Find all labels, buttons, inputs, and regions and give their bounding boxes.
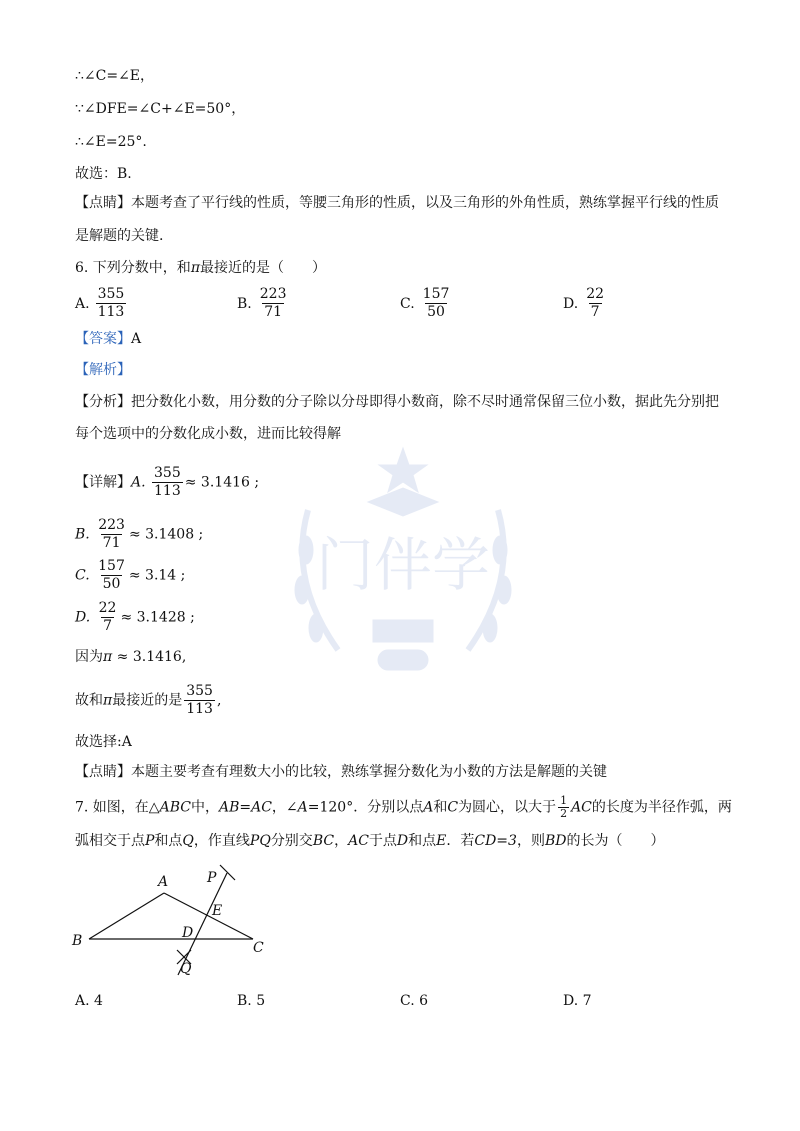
label-b: B xyxy=(72,933,83,949)
q7-stem-line-1: 7. 如图，在△ABC中，AB=AC，∠A=120°．分别以点A和C为圆心，以大于 $\frac{1}{2}$ AC的长度为半径作弧，两 xyxy=(75,794,732,820)
fenxi-tag: 【分析】 xyxy=(75,394,131,410)
q7-option-a: A. 4 xyxy=(75,993,103,1009)
watermark-text: 门伴学 xyxy=(315,531,491,599)
q6-detail-d: D. $\frac{22}{7}$ ≈ 3.1428 ; xyxy=(75,600,195,634)
solution-line-2: ∵∠DFE=∠C+∠E=50°， xyxy=(75,101,246,117)
q7-geometry-figure xyxy=(60,860,290,990)
watermark-logo xyxy=(278,440,528,700)
q6-comment: 【点睛】本题主要考查有理数大小的比较，熟练掌握分数化为小数的方法是解题的关键 xyxy=(75,764,607,780)
label-d: D xyxy=(182,925,194,941)
star-icon xyxy=(379,448,427,492)
q7-option-c: C. 6 xyxy=(400,993,429,1009)
q7-stem-line-2: 弧相交于点P和点Q，作直线PQ分别交BC，AC于点D和点E．若CD=3，则BD的长为（ ） xyxy=(75,833,665,849)
q7-option-b: B. 5 xyxy=(237,993,266,1009)
q6-option-c: C. $\frac{157}{50}$ xyxy=(400,286,450,320)
solution-line-4: 故选：B. xyxy=(75,166,132,182)
segment-ba xyxy=(89,893,164,939)
arc-mark-p xyxy=(220,865,235,880)
q6-fenxi-cont: 每个选项中的分数化成小数，进而比较得解 xyxy=(75,426,341,442)
q6-conclusion: 故和π最接近的是 $\frac{355}{113}$ , xyxy=(75,683,222,717)
line-pq xyxy=(178,873,227,975)
q6-detail-a: 【详解】A. $\frac{355}{113}$ ≈ 3.1416 ; xyxy=(75,465,260,499)
label-p: P xyxy=(207,870,217,886)
q6-answer: 【答案】A xyxy=(75,331,142,347)
graduation-cap-icon xyxy=(368,488,438,516)
q6-fenxi: 【分析】把分数化小数，用分数的分子除以分母即得小数商，除不尽时通常保留三位小数，据此先分别把 xyxy=(75,394,719,410)
q6-option-b: B. $\frac{223}{71}$ xyxy=(237,286,287,320)
q7-option-d: D. 7 xyxy=(563,993,592,1009)
comment-q5: 【点睛】本题考查了平行线的性质，等腰三角形的性质，以及三角形的外角性质，熟练掌握平行线的性质 xyxy=(75,195,719,211)
comment-tag: 【点睛】 xyxy=(75,195,131,211)
comment-q5-cont: 是解题的关键. xyxy=(75,228,164,244)
label-q: Q xyxy=(180,961,192,977)
solution-line-1: ∴∠C=∠E， xyxy=(75,68,155,84)
q6-option-d: D. $\frac{22}{7}$ xyxy=(563,286,605,320)
q6-choose: 故选择:A xyxy=(75,734,132,750)
q6-analysis-tag: 【解析】 xyxy=(75,362,131,378)
label-a: A xyxy=(158,874,169,890)
q6-stem: 6. 下列分数中，和π最接近的是（ ） xyxy=(75,260,327,276)
solution-line-3: ∴∠E=25°. xyxy=(75,134,147,150)
q6-option-a: A. $\frac{355}{113}$ xyxy=(75,286,125,320)
segment-ac xyxy=(164,893,253,939)
label-e: E xyxy=(212,903,223,919)
detail-tag: 【详解】 xyxy=(75,474,131,491)
label-c: C xyxy=(253,940,264,956)
q6-detail-b: B. $\frac{223}{71}$ ≈ 3.1408 ; xyxy=(75,517,204,551)
answer-tag: 【答案】 xyxy=(75,331,131,347)
q6-because: 因为π ≈ 3.1416, xyxy=(75,649,187,665)
q6-detail-c: C. $\frac{157}{50}$ ≈ 3.14 ; xyxy=(75,558,186,592)
comment-tag: 【点睛】 xyxy=(75,764,131,780)
